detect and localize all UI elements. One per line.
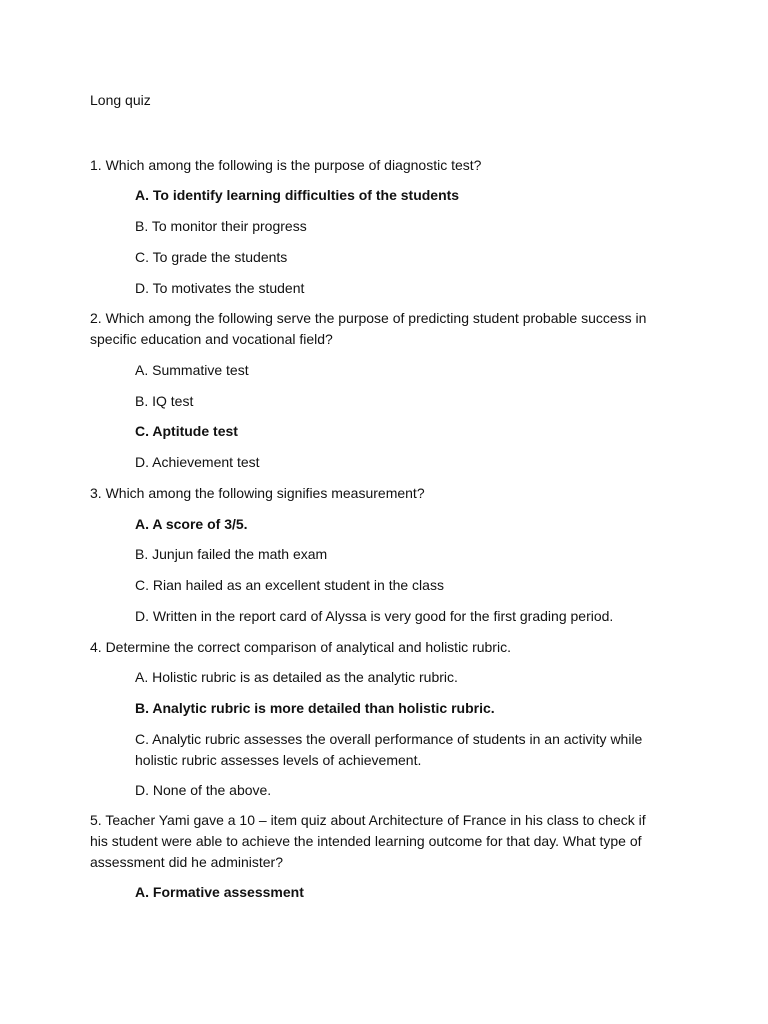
q4-option-b: B. Analytic rubric is more detailed than holistic rubric. <box>135 700 495 716</box>
q3-option-c: C. Rian hailed as an excellent student in the class <box>135 577 444 593</box>
q1-option-b: B. To monitor their progress <box>135 218 307 234</box>
q5-option-a: A. Formative assessment <box>135 884 304 900</box>
q3-option-d: D. Written in the report card of Alyssa is very good for the first grading period. <box>135 608 614 624</box>
q4-option-a: A. Holistic rubric is as detailed as the analytic rubric. <box>135 669 458 685</box>
q1-option-d: D. To motivates the student <box>135 280 305 296</box>
q2-option-c: C. Aptitude test <box>135 423 238 439</box>
q1-option-c: C. To grade the students <box>135 249 288 265</box>
q2-option-b: B. IQ test <box>135 393 194 409</box>
page-title: Long quiz <box>90 92 151 108</box>
question-3: 3. Which among the following signifies measurement? <box>90 485 425 501</box>
q4-option-d: D. None of the above. <box>135 782 272 798</box>
q2-option-a: A. Summative test <box>135 362 249 378</box>
question-1: 1. Which among the following is the purpose of diagnostic test? <box>90 157 482 173</box>
q4-option-c: C. Analytic rubric assesses the overall performance of students in an activity while holistic rubric assesses levels of achievement. <box>135 731 643 768</box>
q3-option-a: A. A score of 3/5. <box>135 516 248 532</box>
question-4: 4. Determine the correct comparison of analytical and holistic rubric. <box>90 639 511 655</box>
q1-option-a: A. To identify learning difficulties of the students <box>135 187 460 203</box>
q3-option-b: B. Junjun failed the math exam <box>135 546 328 562</box>
question-5: 5. Teacher Yami gave a 10 – item quiz about Architecture of France in his class to check if his student were able to achieve the intended learning outcome for that day. What type of assessment did he administer? <box>90 812 646 870</box>
question-2: 2. Which among the following serve the purpose of predicting student probable success in specific education and vocational field? <box>90 310 647 347</box>
q2-option-d: D. Achievement test <box>135 454 260 470</box>
